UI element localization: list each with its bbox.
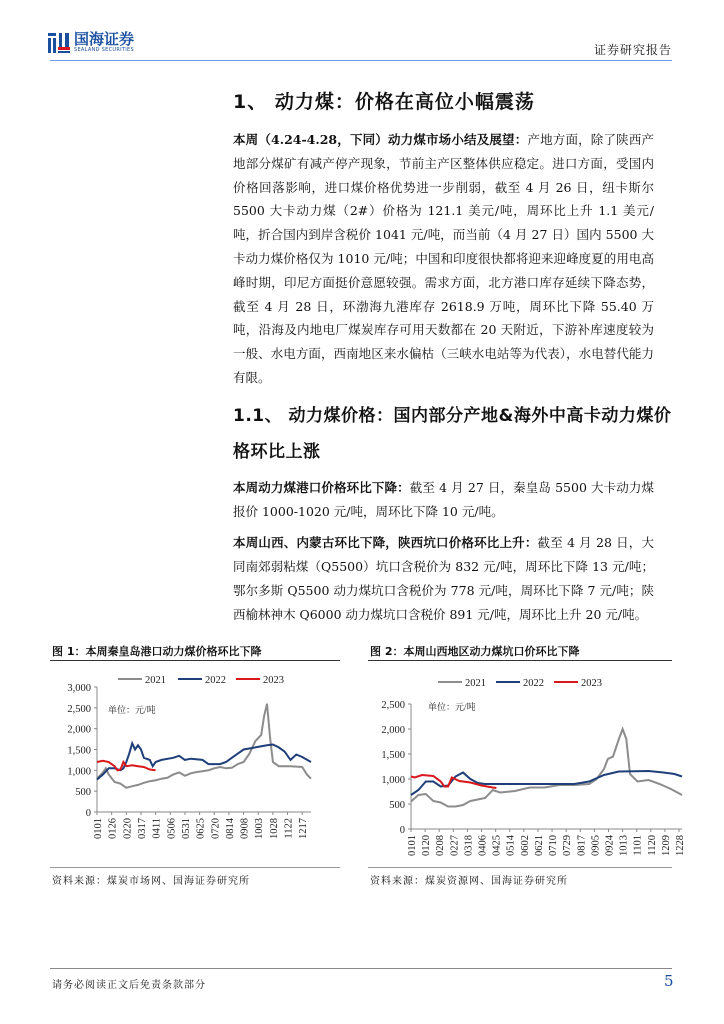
figure-2-rule <box>368 660 672 661</box>
y-tick-label: 2,500 <box>67 703 91 715</box>
header-divider <box>50 60 672 61</box>
figures-row <box>0 643 724 887</box>
legend-label-2022: 2022 <box>523 677 544 689</box>
x-tick-label: 0317 <box>136 817 148 839</box>
figure-2-chart <box>360 669 690 859</box>
x-tick-label: 0817 <box>576 834 588 856</box>
y-tick-label: 2,500 <box>381 699 405 711</box>
x-tick-label: 1120 <box>646 834 658 856</box>
y-tick-label: 1,500 <box>67 745 91 757</box>
x-tick-label: 0729 <box>562 834 574 856</box>
x-tick-label: 0406 <box>477 834 489 856</box>
x-tick-label: 1209 <box>660 834 672 856</box>
section-1-title: 1、 动力煤：价格在高位小幅震荡 <box>233 91 535 113</box>
x-tick-label: 1028 <box>268 817 280 839</box>
legend-label-2023: 2023 <box>263 674 284 686</box>
figure-1-rule <box>50 660 340 661</box>
legend-label-2023: 2023 <box>581 677 602 689</box>
x-tick-label: 1228 <box>675 834 687 856</box>
report-body <box>0 88 724 887</box>
y-tick-label: 1,000 <box>381 774 405 786</box>
figure-1-bottom-rule <box>50 867 340 868</box>
y-tick-label: 2,000 <box>67 724 91 736</box>
page-number: 5 <box>664 972 674 990</box>
series-line-2022 <box>411 771 682 795</box>
series-line-2021 <box>411 729 682 807</box>
x-tick-label: 1217 <box>298 817 310 839</box>
x-tick-label: 0101 <box>93 817 104 839</box>
figure-2-caption: 图 2：本周山西地区动力煤坑口价环比下降 <box>370 644 580 658</box>
legend-label-2022: 2022 <box>205 674 226 686</box>
x-tick-label: 0720 <box>210 817 222 839</box>
unit-label: 单位：元/吨 <box>108 704 156 715</box>
port-price-paragraph: 本周动力煤港口价格环比下降：截至 4 月 27 日，秦皇岛 5500 大卡动力煤报价 1000-1020 元/吨，周环比下降 10 元/吨。 <box>233 479 654 519</box>
x-tick-label: 0625 <box>195 817 207 839</box>
unit-label: 单位：元/吨 <box>428 701 476 712</box>
x-tick-label: 0814 <box>224 817 236 839</box>
x-tick-label: 0531 <box>180 817 192 839</box>
y-tick-label: 3,000 <box>67 682 91 694</box>
y-tick-label: 0 <box>85 807 91 819</box>
x-tick-label: 0126 <box>107 817 119 839</box>
x-tick-label: 0905 <box>590 834 602 856</box>
x-tick-label: 0227 <box>449 834 461 856</box>
x-tick-label: 0908 <box>239 817 251 839</box>
section-1-1-title: 1.1、 动力煤价格：国内部分产地&海外中高卡动力煤价格环比上涨 <box>233 405 672 462</box>
figure-2-bottom-rule <box>368 867 672 868</box>
pithead-price-paragraph: 本周山西、内蒙古环比下降，陕西坑口价格环比上升：截至 4 月 28 日，大同南郊弱粘煤（Q5500）坑口含税价为 832 元/吨，周环比下降 13 元/吨；鄂尔多斯 Q5500 动力煤坑口含税价为 778 元/吨，周环比下降 7 元/吨；陕西榆林神木 Q6000 动力煤坑口含税价 891 元/吨，周环比上升 20 元/吨。 <box>233 535 654 622</box>
series-line-2021 <box>97 703 311 787</box>
series-line-2022 <box>97 743 311 779</box>
figure-1-caption: 图 1：本周秦皇岛港口动力煤价格环比下降 <box>52 644 262 658</box>
figure-1-source: 资料来源：煤炭市场网、国海证券研究所 <box>52 875 250 887</box>
y-tick-label: 500 <box>75 786 91 798</box>
x-tick-label: 0506 <box>166 817 178 839</box>
figure-2-source: 资料来源：煤炭资源网、国海证券研究所 <box>370 875 568 887</box>
x-tick-label: 0621 <box>533 834 545 856</box>
x-tick-label: 0710 <box>548 834 560 856</box>
series-line-2023 <box>411 775 496 788</box>
x-tick-label: 0602 <box>519 834 531 856</box>
footer-divider <box>50 968 672 969</box>
legend-label-2021: 2021 <box>465 677 486 689</box>
x-tick-label: 0514 <box>505 834 517 856</box>
sealand-logo: 国海证券 SEALAND SECURITIES <box>48 32 134 53</box>
y-tick-label: 500 <box>389 799 405 811</box>
x-tick-label: 0120 <box>421 834 433 856</box>
y-tick-label: 0 <box>399 824 405 836</box>
figure-1-chart <box>40 669 330 859</box>
report-type: 证券研究报告 <box>593 43 672 57</box>
y-tick-label: 1,000 <box>67 765 91 777</box>
x-tick-label: 1101 <box>632 834 644 856</box>
x-tick-label: 0411 <box>151 817 163 839</box>
footer-disclaimer: 请务必阅读正文后免责条款部分 <box>52 980 206 991</box>
y-tick-label: 1,500 <box>381 749 405 761</box>
x-tick-label: 0208 <box>435 834 447 856</box>
y-tick-label: 2,000 <box>381 724 405 736</box>
x-tick-label: 1013 <box>618 834 630 856</box>
x-tick-label: 0220 <box>122 817 134 839</box>
x-tick-label: 0101 <box>407 834 418 856</box>
legend-label-2021: 2021 <box>145 674 166 686</box>
x-tick-label: 1003 <box>254 817 266 839</box>
logo-mark-icon <box>48 33 70 53</box>
x-tick-label: 0425 <box>491 834 503 856</box>
section-1-paragraph: 本周（4.24-4.28，下同）动力煤市场小结及展望：产地方面，除了陕西产地部分煤矿有减产停产现象，节前主产区整体供应稳定。进口方面，受国内价格回落影响，进口煤价格优势进一步削弱，截至 4 月 26 日，纽卡斯尔 5500 大卡动力煤（2#）价格为 121.1 美元/吨，周环比上升 1.1 美元/吨，折合国内到岸含税价 1041 元/吨，而当前（4 月 27 日）国内 5500 大卡动力煤价格仅为 1010 元/吨；中国和印度很快都将迎来迎峰度夏的用电高峰时期，印尼方面挺价意愿较强。需求方面，北方港口库存延续下降态势，截至 4 月 28 日，环渤海九港库存 2618.9 万吨，周环比下降 55.40 万吨，沿海及内地电厂煤炭库存可用天数都在 20 天附近，下游补库速度较为一般、水电方面，西南地区来水偏枯（三峡水电站等为代表），水电替代能力有限。 <box>233 132 654 385</box>
x-tick-label: 1122 <box>283 817 295 839</box>
x-tick-label: 0924 <box>604 834 616 856</box>
x-tick-label: 0318 <box>463 834 475 856</box>
